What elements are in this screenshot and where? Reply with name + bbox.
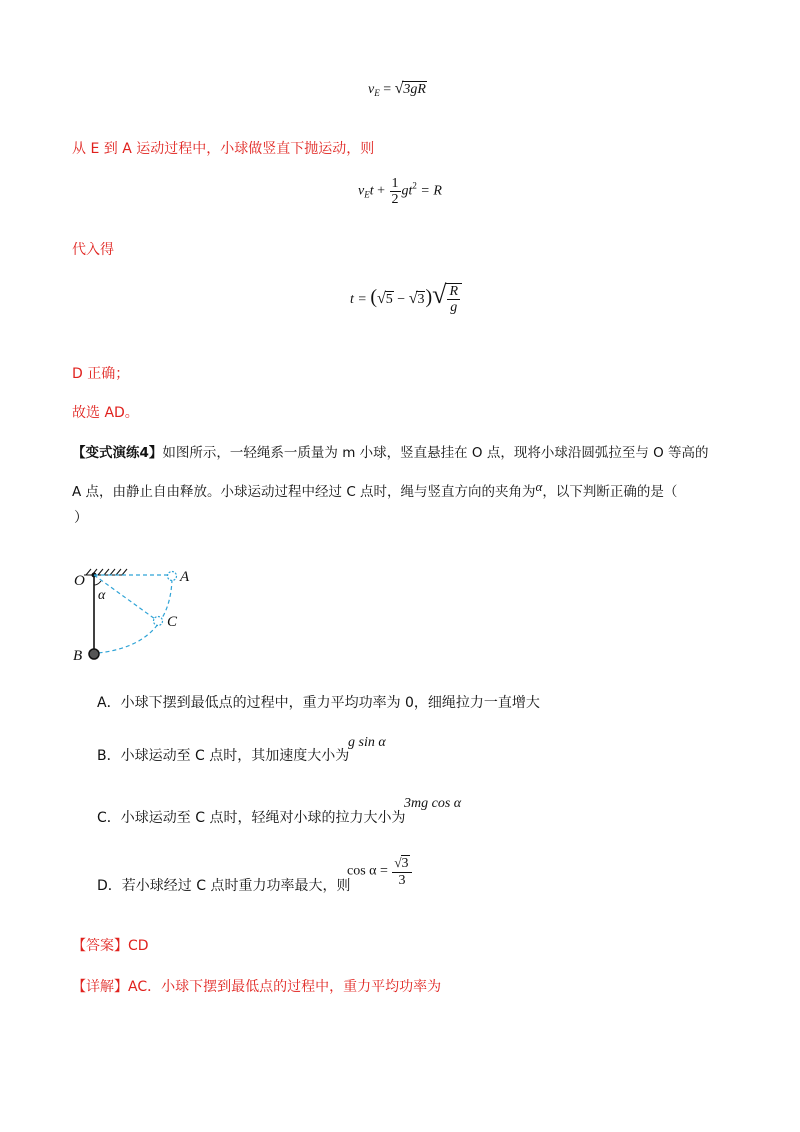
angle-arc — [94, 581, 101, 585]
eq-motion-v: v — [358, 183, 365, 199]
eq-motion-v-sub: E — [364, 189, 370, 200]
ball-B — [89, 649, 99, 659]
text-from-E-to-A: 从 E 到 A 运动过程中，小球做竖直下抛运动，则 — [72, 141, 375, 157]
eq-time-close: ) — [425, 286, 433, 308]
question-line-2 — [72, 476, 677, 503]
label-C: C — [167, 614, 178, 630]
dashed-arc — [98, 579, 172, 653]
eq-motion-sq: 2 — [412, 180, 417, 191]
question-tag: 【变式演练4】 — [72, 445, 163, 461]
pendulum-figure — [70, 555, 210, 670]
option-B-text: B．小球运动至 C 点时，其加速度大小为 — [97, 748, 350, 764]
eq-vE-lhs: v — [368, 82, 375, 97]
eq-vE-equals: = — [379, 82, 395, 97]
option-A[interactable]: A．小球下摆到最低点的过程中，重力平均功率为 0，细绳拉力一直增大 — [97, 695, 540, 711]
explain-tag: 【详解】 — [72, 979, 128, 995]
question-text-2: A 点，由静止自由释放。小球运动过程中经过 C 点时，绳与竖直方向的夹角为 — [72, 484, 536, 500]
text-substitute: 代入得 — [72, 242, 114, 258]
question-line-1 — [72, 442, 709, 464]
eq-time-frac-wrap — [445, 283, 462, 315]
explain-line — [72, 976, 441, 998]
label-B: B — [73, 648, 83, 664]
question-text-1: 如图所示，一轻绳系一质量为 m 小球，竖直悬挂在 O 点，现将小球沿圆弧拉至与 O 等高的 — [162, 445, 709, 461]
option-D[interactable] — [97, 855, 457, 899]
explain-text: AC．小球下摆到最低点的过程中，重力平均功率为 — [128, 979, 442, 995]
eq-motion-den: 2 — [391, 192, 399, 207]
ceiling-hatch — [84, 569, 127, 575]
option-D-math — [347, 855, 413, 888]
option-C-text: C．小球运动至 C 点时，轻绳对小球的拉力大小为 — [97, 810, 406, 826]
answer-line — [72, 935, 149, 957]
eq-vE-radical: √ — [394, 80, 404, 97]
eq-time-minus: − — [393, 292, 409, 307]
question-text-2-tail: ，以下判断正确的是（ — [542, 484, 678, 500]
eq-motion-num: 1 — [391, 176, 399, 191]
eq-time-frac — [447, 284, 460, 315]
text-D-correct: D 正确； — [72, 366, 130, 382]
option-C-math: 3mg cos α — [404, 796, 462, 811]
eq-time-R: R — [449, 284, 458, 300]
eq-motion-plus: + — [373, 183, 389, 199]
answer-value: CD — [128, 938, 149, 954]
eq-motion-g: gt — [401, 183, 413, 199]
eq-time-r3: 3 — [417, 292, 425, 307]
option-D-text: D．若小球经过 C 点时重力功率最大，则 — [97, 878, 351, 894]
eq-time-rad3: √ — [408, 290, 418, 307]
ball-C — [154, 617, 163, 626]
text-choose: 故选 AD。 — [72, 405, 139, 421]
eq-time-lhs: t = — [350, 292, 371, 307]
label-A: A — [180, 569, 190, 585]
eq-vE-sub: E — [374, 88, 380, 98]
label-alpha: α — [98, 588, 106, 603]
option-D-frac — [392, 855, 411, 888]
eq-vE-radicand: 3gR — [403, 82, 426, 97]
option-D-den: 3 — [398, 873, 406, 888]
eq-time-g: g — [450, 300, 458, 316]
eq-time-rad5: √ — [377, 290, 386, 307]
label-O: O — [74, 573, 85, 589]
eq-time-open: ( — [370, 286, 378, 308]
eq-time-rad-frac: √ — [432, 280, 447, 309]
answer-tag: 【答案】 — [72, 938, 128, 954]
equation-time — [350, 280, 462, 315]
eq-motion-half — [390, 176, 401, 207]
question-line-3: ） — [74, 510, 88, 526]
equation-motion — [358, 176, 442, 207]
option-B-math: g sin α — [348, 735, 386, 750]
eq-motion-rhs: = R — [416, 183, 442, 199]
eq-time-r5: 5 — [385, 292, 393, 307]
equation-vE — [368, 80, 427, 98]
option-D-lhs: cos α = — [347, 863, 392, 879]
question-alpha: α — [535, 479, 543, 494]
option-D-num: √3 — [392, 855, 411, 873]
ball-A — [168, 572, 177, 581]
eq-motion-t: t — [369, 183, 374, 199]
